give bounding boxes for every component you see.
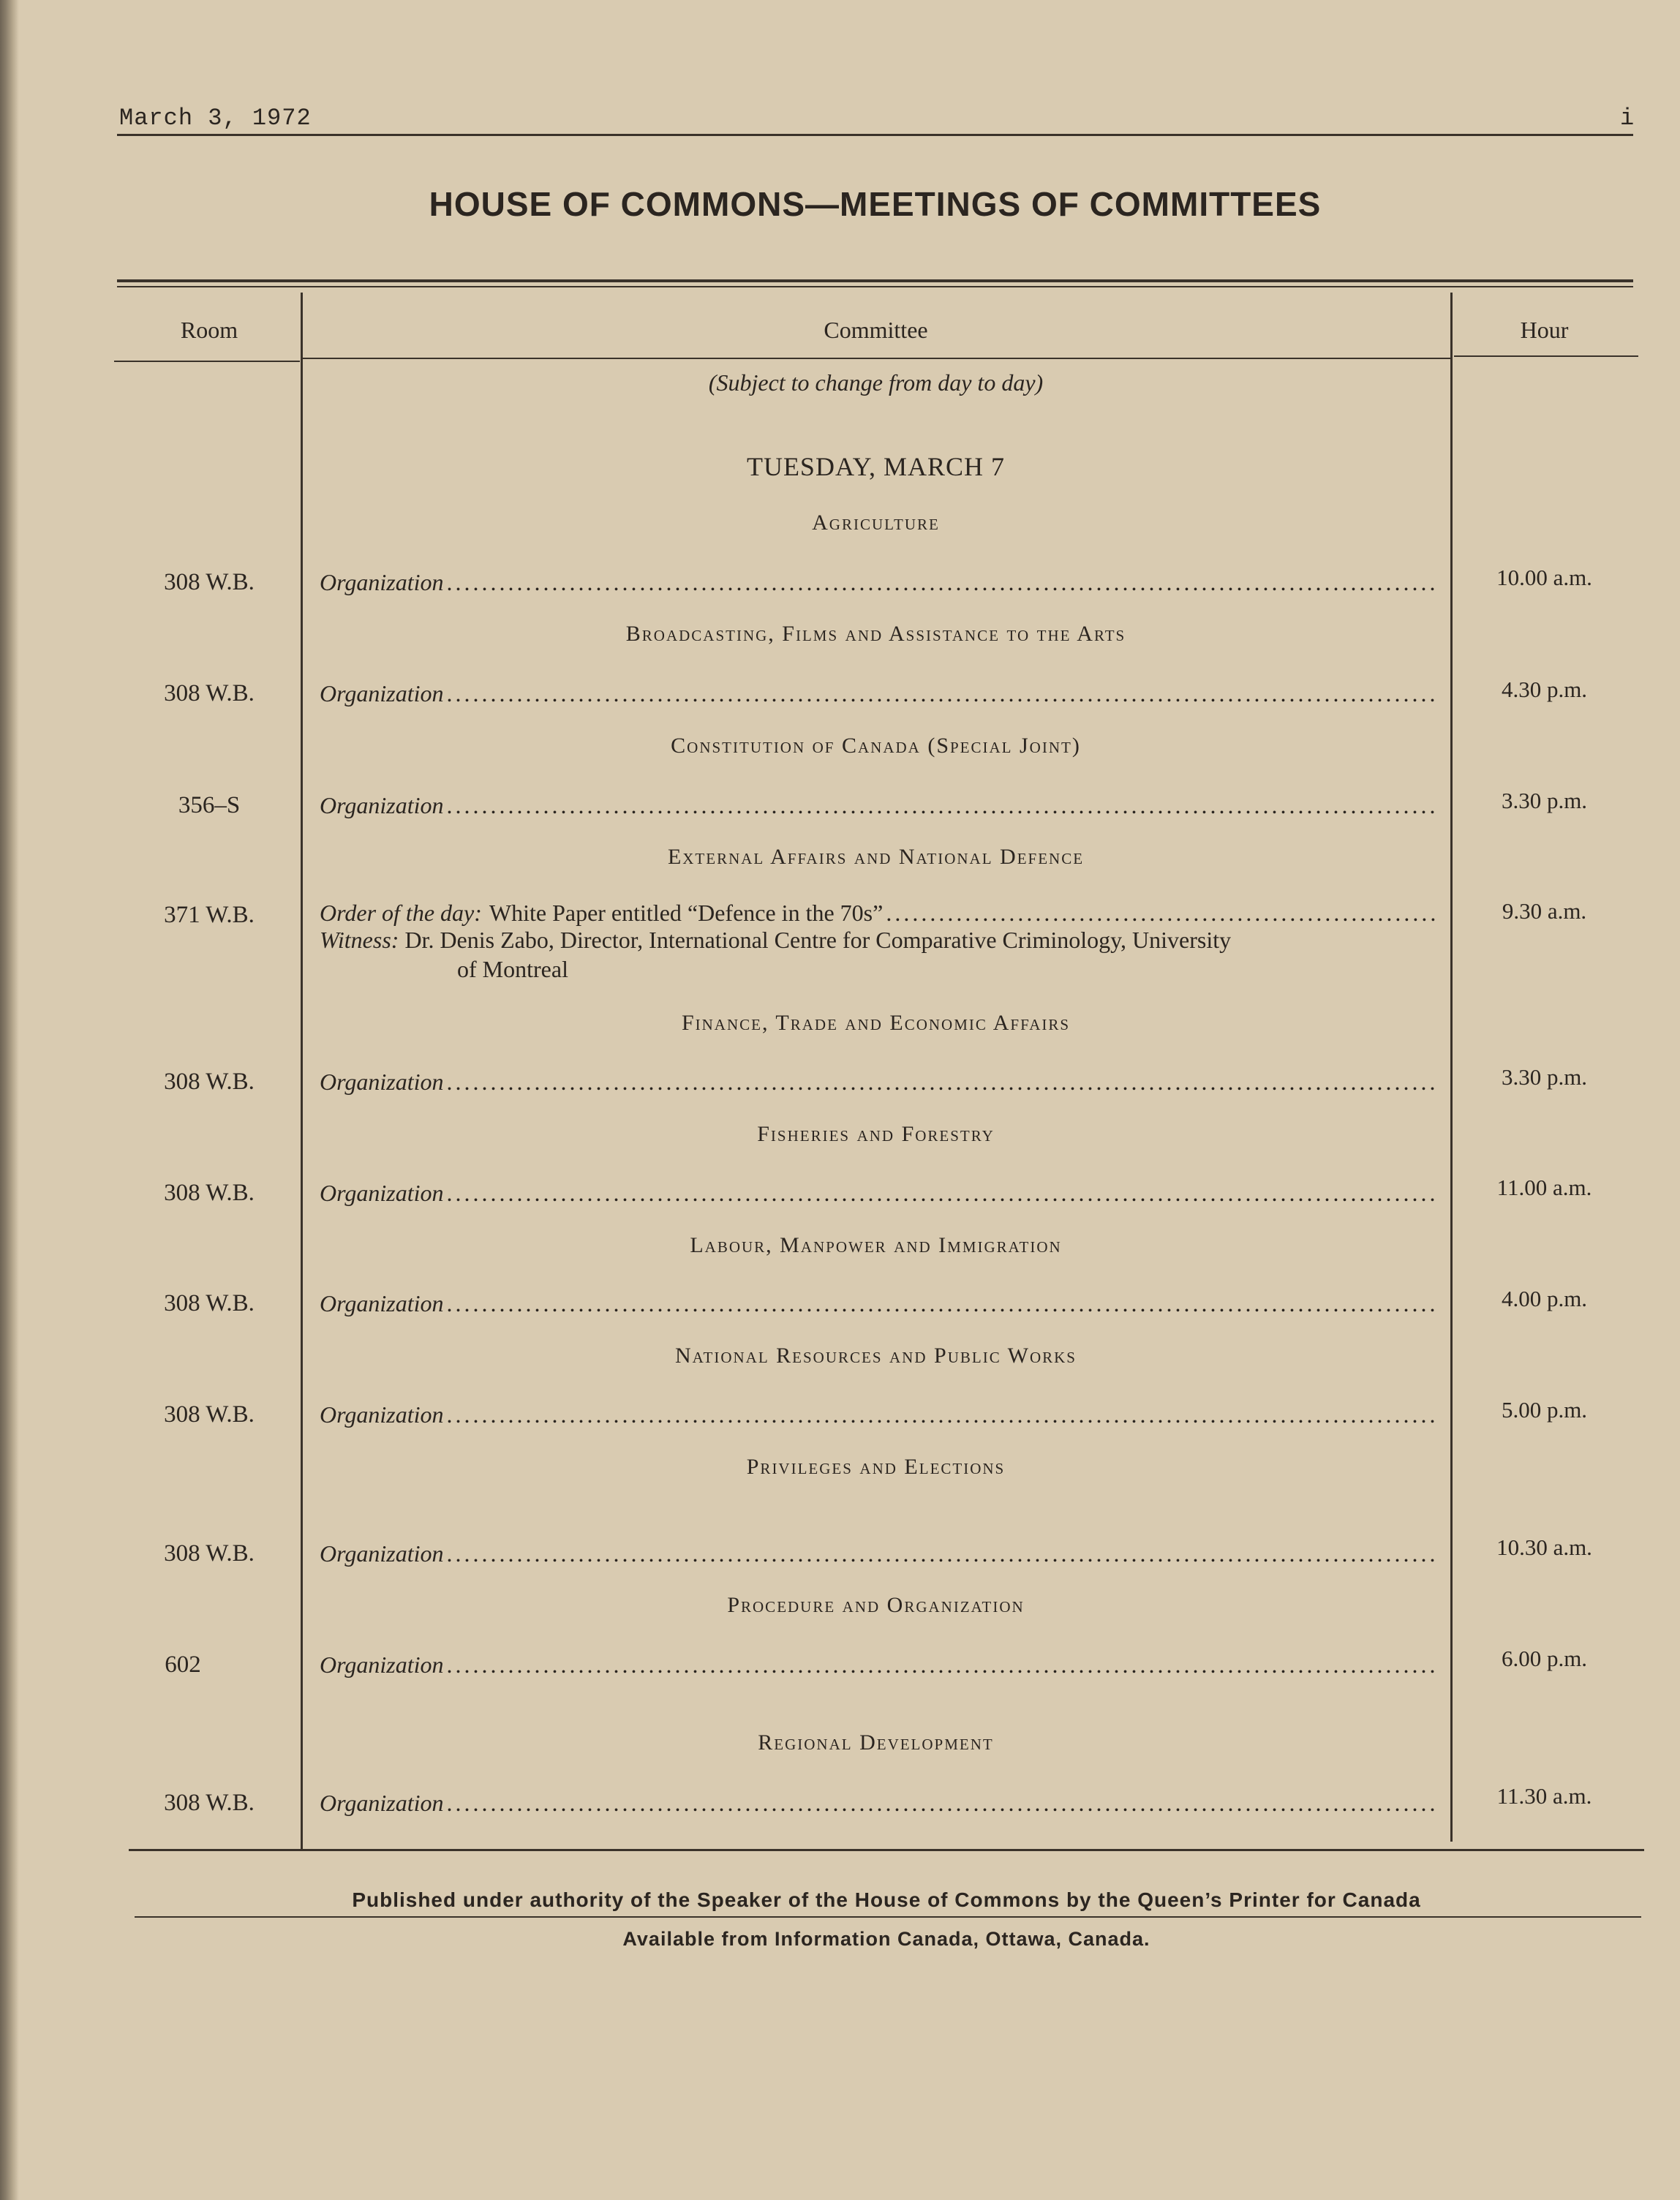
agenda-item: Organization — [320, 680, 444, 707]
header-date: March 3, 1972 — [119, 105, 312, 132]
leader-dots — [447, 1290, 1439, 1317]
hour-header-rule — [1454, 355, 1638, 357]
header-rule — [117, 134, 1633, 136]
agenda-entry — [320, 1069, 1439, 1096]
agenda-item-text: White Paper entitled “Defence in the 70s” — [489, 900, 884, 926]
agenda-entry — [320, 680, 1439, 707]
leader-dots — [447, 1651, 1439, 1679]
hour-cell: 9.30 a.m. — [1502, 898, 1587, 924]
room-cell: 308 W.B. — [164, 1180, 255, 1206]
committee-heading: Labour, Manpower and Immigration — [690, 1233, 1062, 1257]
page-title: HOUSE OF COMMONS—MEETINGS OF COMMITTEES — [429, 185, 1322, 223]
agenda-entry — [320, 569, 1439, 596]
hour-cell: 3.30 p.m. — [1501, 788, 1588, 813]
room-cell: 308 W.B. — [164, 1401, 255, 1428]
room-cell: 308 W.B. — [164, 1069, 255, 1095]
agenda-item: Organization — [320, 1290, 444, 1316]
agenda-item: Organization — [320, 1401, 444, 1428]
agenda-item: Organization — [320, 1069, 444, 1095]
room-cell: 308 W.B. — [164, 569, 255, 595]
committee-heading: Agriculture — [812, 511, 940, 535]
room-cell: 602 — [165, 1651, 201, 1678]
agenda-item: Organization — [320, 1790, 444, 1816]
witness-text: Dr. Denis Zabo, Director, International Centre for Comparative Criminology, University — [404, 927, 1232, 953]
page-number: i — [1620, 105, 1635, 132]
room-cell: 356–S — [178, 792, 241, 818]
agenda-entry — [320, 900, 1439, 927]
hour-cell: 10.00 a.m. — [1496, 565, 1592, 590]
agenda-item: Organization — [320, 1180, 444, 1206]
leader-dots — [447, 792, 1439, 819]
room-cell: 308 W.B. — [164, 1290, 255, 1316]
title-double-rule-top — [117, 279, 1633, 282]
witness-label: Witness: — [320, 927, 399, 953]
agenda-item: Organization — [320, 569, 444, 595]
committee-heading: Regional Development — [758, 1730, 994, 1755]
hour-cell: 5.00 p.m. — [1501, 1397, 1588, 1423]
title-double-rule-bottom — [117, 286, 1633, 287]
committee-heading: Privileges and Elections — [746, 1455, 1006, 1479]
column-divider-right — [1450, 293, 1453, 1842]
publisher-line: Published under authority of the Speaker of the House of Commons by the Queen’s Printer for Canada — [352, 1888, 1421, 1911]
column-header-committee: Committee — [824, 317, 928, 343]
room-cell: 308 W.B. — [164, 1540, 255, 1567]
room-cell: 308 W.B. — [164, 680, 255, 707]
committee-header-rule — [303, 358, 1451, 359]
room-cell: 308 W.B. — [164, 1790, 255, 1816]
hour-cell: 11.30 a.m. — [1496, 1783, 1592, 1809]
availability-line: Available from Information Canada, Ottawa, Canada. — [622, 1928, 1150, 1950]
agenda-item: Organization — [320, 1540, 444, 1567]
leader-dots — [447, 1180, 1439, 1207]
hour-cell: 4.30 p.m. — [1501, 677, 1588, 702]
room-header-rule — [114, 361, 300, 362]
subject-note: (Subject to change from day to day) — [708, 369, 1044, 396]
agenda-entry — [320, 1540, 1439, 1567]
leader-dots — [447, 1401, 1439, 1428]
leader-dots — [886, 900, 1439, 927]
leader-dots — [447, 1540, 1439, 1567]
witness-continuation: of Montreal — [457, 956, 568, 982]
hour-cell: 3.30 p.m. — [1501, 1064, 1588, 1090]
committee-heading: Fisheries and Forestry — [757, 1122, 995, 1146]
leader-dots — [447, 1790, 1439, 1817]
witness-line — [320, 927, 1231, 954]
agenda-entry — [320, 1651, 1439, 1679]
leader-dots — [447, 1069, 1439, 1096]
committee-heading: Procedure and Organization — [727, 1593, 1025, 1617]
hour-cell: 6.00 p.m. — [1501, 1646, 1588, 1671]
agenda-item: Order of the day: — [320, 900, 482, 926]
table-bottom-rule — [129, 1849, 1644, 1851]
agenda-item: Organization — [320, 1651, 444, 1678]
day-heading: TUESDAY, MARCH 7 — [746, 452, 1006, 481]
agenda-entry — [320, 1790, 1439, 1817]
agenda-entry — [320, 792, 1439, 819]
agenda-entry — [320, 1180, 1439, 1207]
committee-heading: Constitution of Canada (Special Joint) — [671, 734, 1081, 758]
footer-rule — [135, 1916, 1641, 1918]
column-header-hour: Hour — [1520, 317, 1569, 343]
leader-dots — [447, 569, 1439, 596]
page-spine-shadow — [0, 0, 19, 2200]
committee-heading: Finance, Trade and Economic Affairs — [681, 1011, 1071, 1035]
agenda-item: Organization — [320, 792, 444, 818]
committee-heading: Broadcasting, Films and Assistance to the Arts — [625, 622, 1126, 646]
hour-cell: 4.00 p.m. — [1501, 1286, 1588, 1311]
committee-heading: National Resources and Public Works — [675, 1344, 1077, 1368]
column-header-room: Room — [180, 317, 238, 343]
leader-dots — [447, 680, 1439, 707]
agenda-entry — [320, 1401, 1439, 1428]
room-cell: 371 W.B. — [164, 902, 255, 928]
agenda-entry — [320, 1290, 1439, 1317]
committee-heading: External Affairs and National Defence — [667, 845, 1085, 869]
hour-cell: 10.30 a.m. — [1496, 1534, 1592, 1560]
hour-cell: 11.00 a.m. — [1496, 1175, 1592, 1200]
